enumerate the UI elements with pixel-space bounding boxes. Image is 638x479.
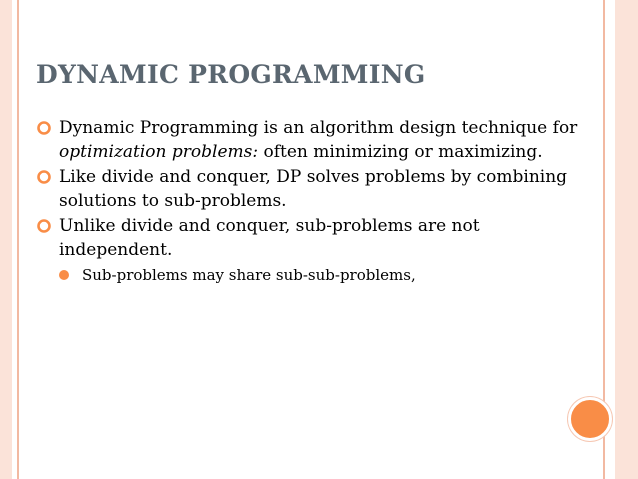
hollow-ring-bullet-icon [36,218,52,234]
left-border-band [0,0,12,479]
hollow-ring-bullet-icon [36,169,52,185]
bullet-1-text-start: Dynamic Programming is an algorithm design technique for [59,118,578,138]
bullet-1-text-italic: optimization problems: [59,142,259,162]
right-border-band [615,0,638,479]
hollow-ring-bullet-icon [36,120,52,136]
filled-disc-bullet-icon [58,269,70,281]
bullet-1-text-end: often minimizing or maximizing. [258,142,543,162]
left-border-line [17,0,19,479]
bullet-item-1 [36,116,596,164]
sub-bullet-item-1 [36,264,596,286]
sub-bullet-1-text: Sub-problems may share sub-sub-problems, [82,266,416,284]
slide-content [36,116,596,286]
orange-circle-decoration [568,397,612,441]
slide-title: DYNAMIC PROGRAMMING [36,60,426,89]
bullet-item-2 [36,165,596,213]
bullet-item-3 [36,214,596,262]
bullet-3-text: Unlike divide and conquer, sub-problems are not independent. [59,216,480,260]
bullet-2-text: Like divide and conquer, DP solves problems by combining solutions to sub-problems. [59,167,568,211]
